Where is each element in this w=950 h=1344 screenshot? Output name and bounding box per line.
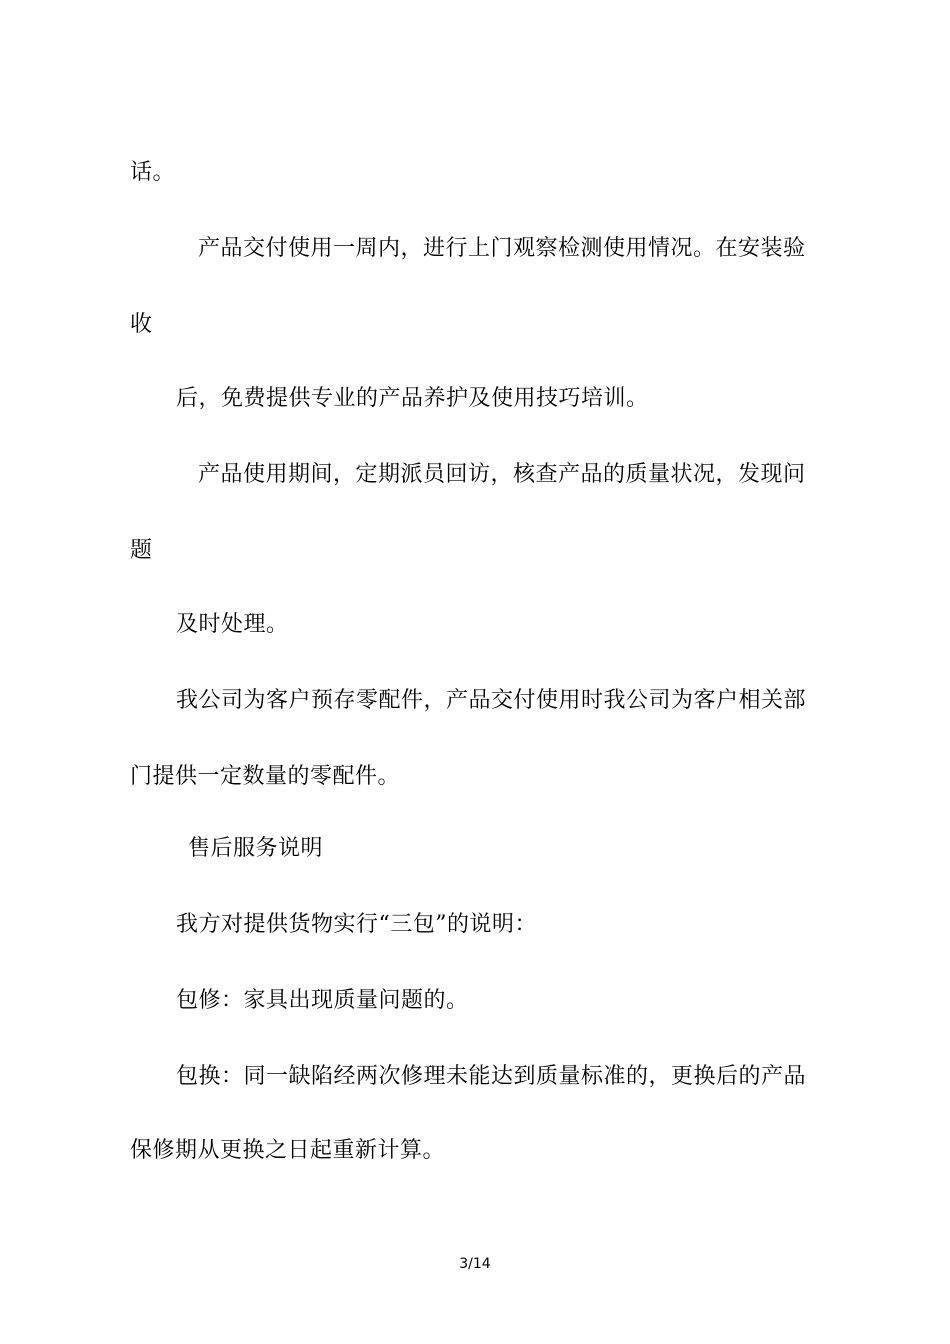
page-number: 3/14: [459, 1256, 491, 1272]
text-line-2: 产品交付使用一周内，进行上门观察检测使用情况。在安装验: [198, 236, 806, 261]
text-line-11: 我方对提供货物实行“三包”的说明：: [176, 912, 537, 937]
text-line-6: 题: [130, 538, 153, 563]
text-line-5: 产品使用期间，定期派员回访，核查产品的质量状况，发现问: [198, 462, 806, 487]
text-line-7: 及时处理。: [176, 612, 289, 637]
text-line-12: 包修：家具出现质量问题的。: [176, 988, 469, 1013]
text-line-8: 我公司为客户预存零配件，产品交付使用时我公司为客户相关部: [176, 688, 807, 713]
text-line-13: 包换：同一缺陷经两次修理未能达到质量标准的，更换后的产品: [176, 1064, 807, 1089]
text-line-4: 后，免费提供专业的产品养护及使用技巧培训。: [176, 386, 649, 411]
text-line-14: 保修期从更换之日起重新计算。: [130, 1138, 446, 1163]
text-line-9: 门提供一定数量的零配件。: [130, 764, 401, 789]
section-heading: 售后服务说明: [188, 836, 324, 861]
text-line-3: 收: [130, 312, 153, 337]
text-line-1: 话。: [130, 160, 176, 185]
